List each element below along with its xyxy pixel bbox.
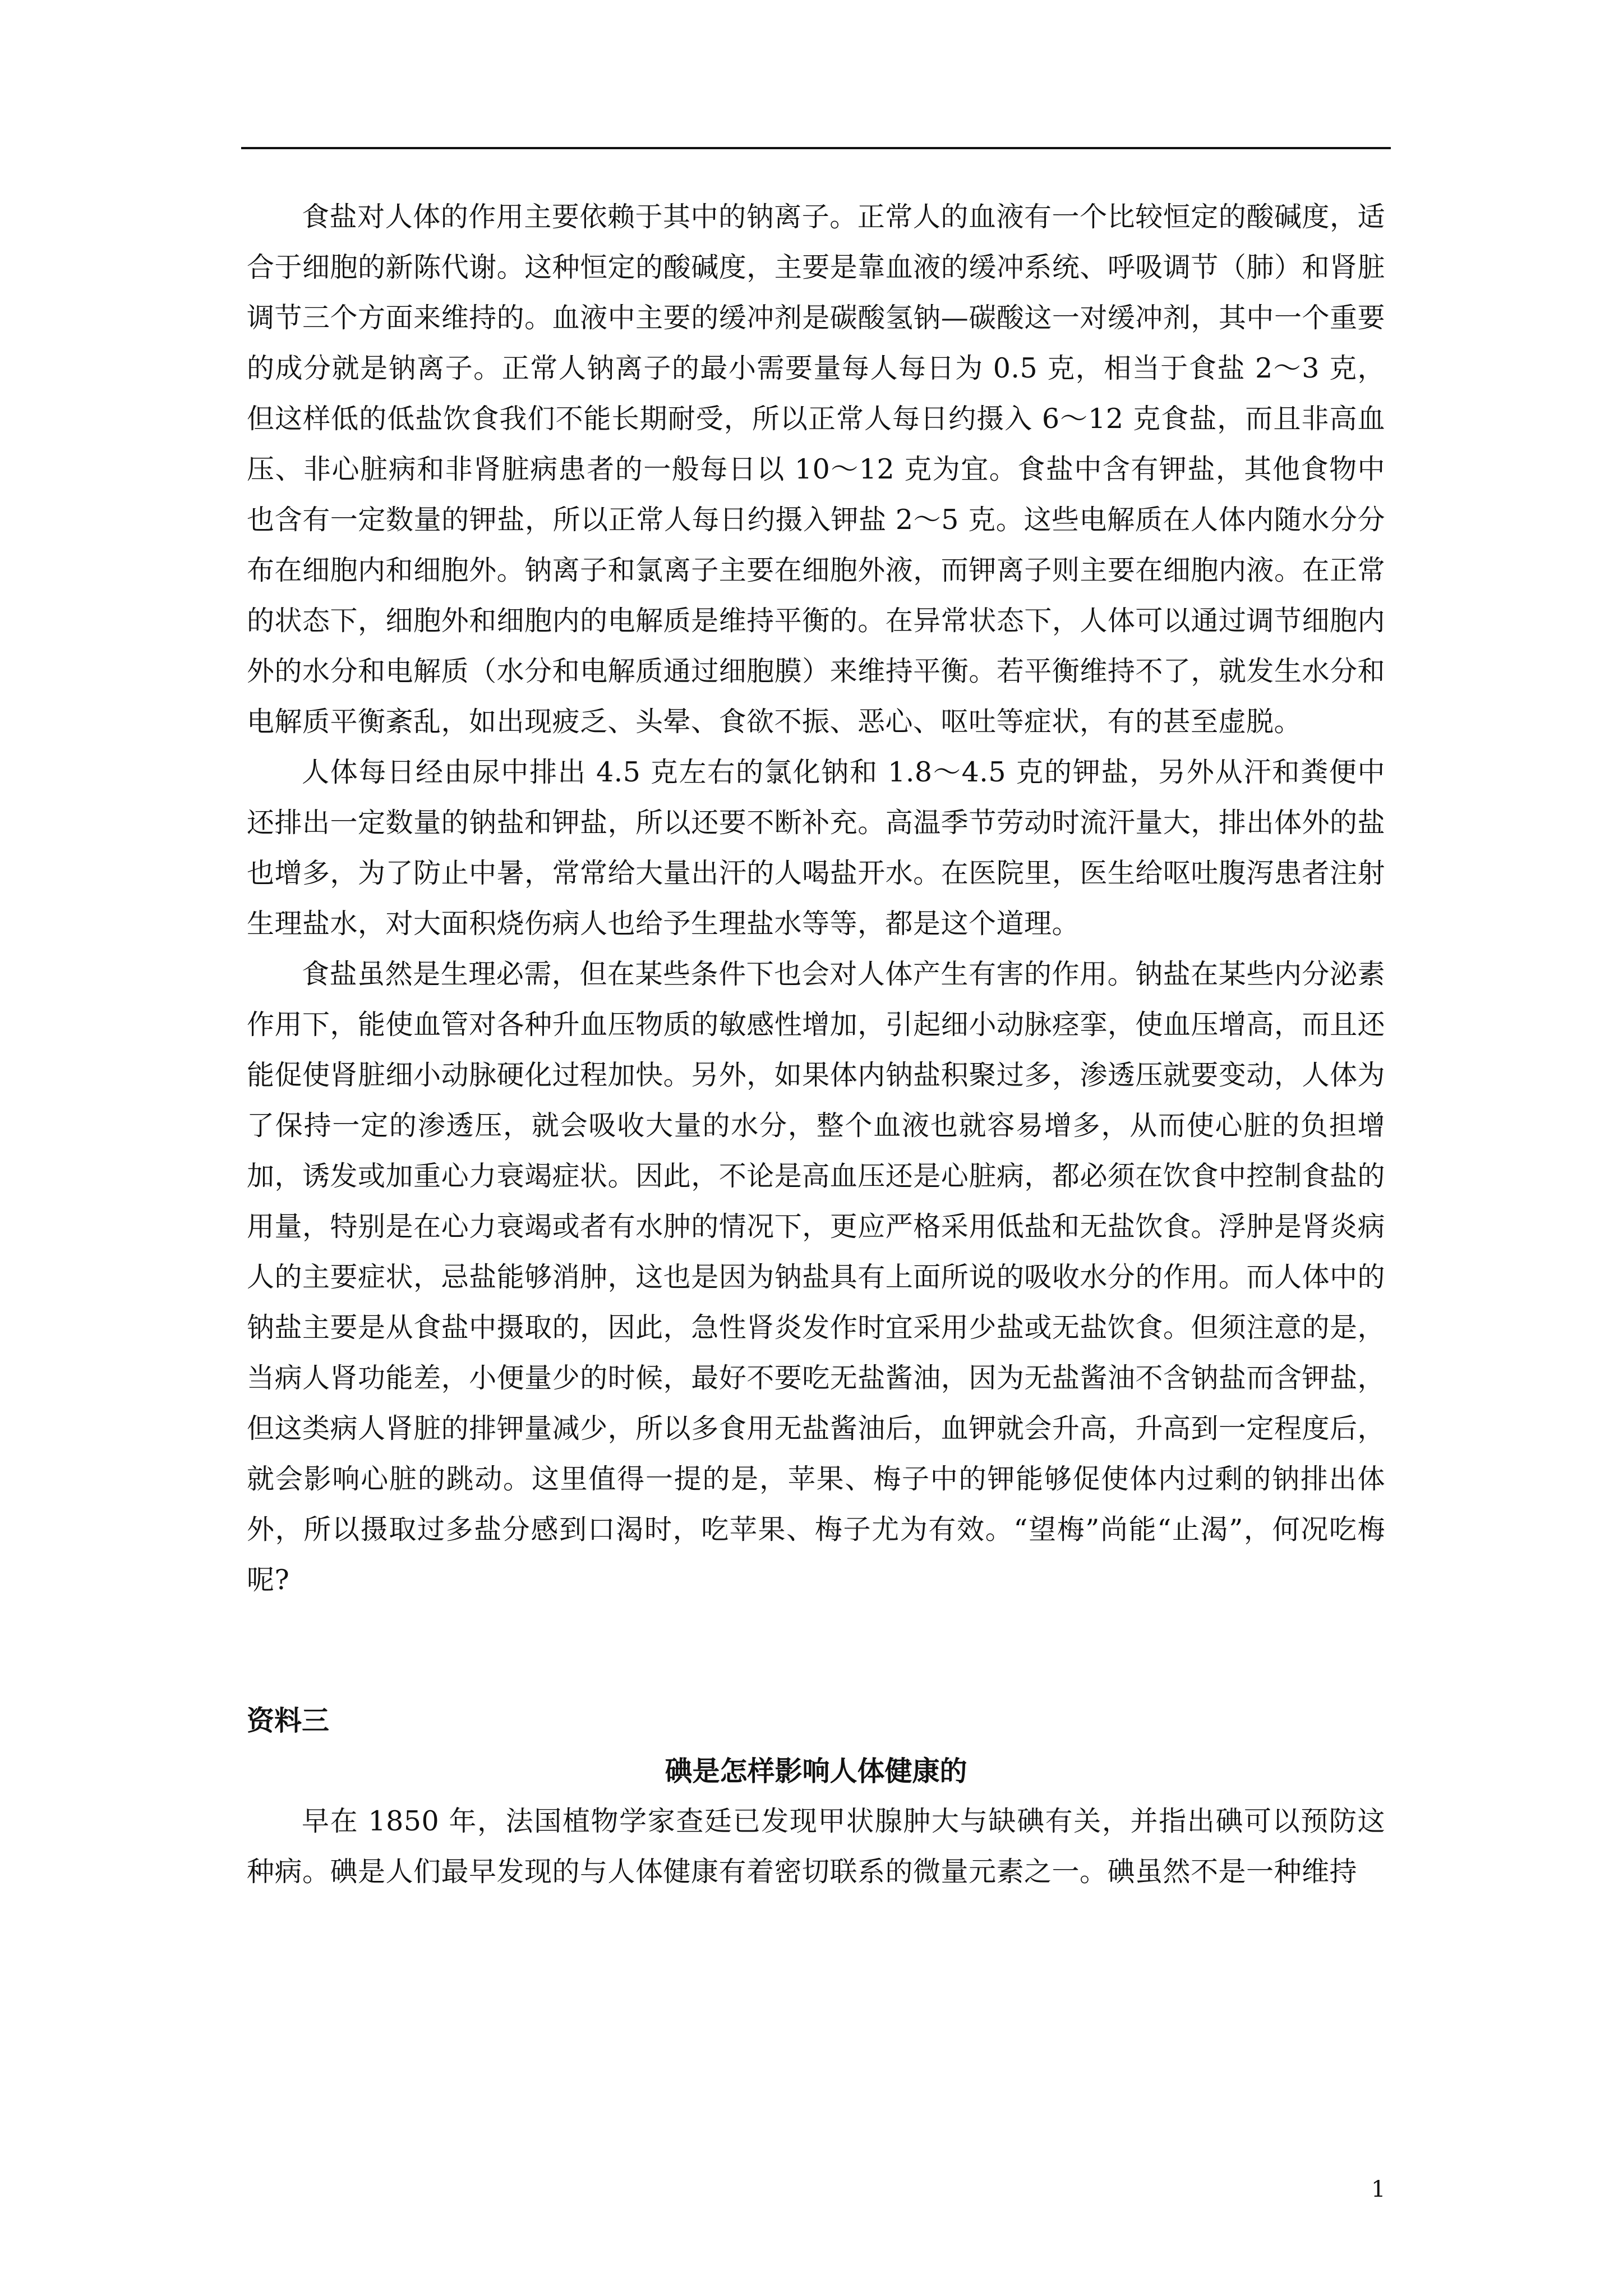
- page-body: [247, 192, 1385, 1897]
- paragraph-sodium-function: 食盐对人体的作用主要依赖于其中的钠离子。正常人的血液有一个比较恒定的酸碱度，适合于细胞的新陈代谢。这种恒定的酸碱度，主要是靠血液的缓冲系统、呼吸调节（肺）和肾脏调节三个方面来维持的。血液中主要的缓冲剂是碳酸氢钠—碳酸这一对缓冲剂，其中一个重要的成分就是钠离子。正常人钠离子的最小需要量每人每日为 0.5 克，相当于食盐 2～3 克，但这样低的低盐饮食我们不能长期耐受，所以正常人每日约摄入 6～12 克食盐，而且非高血压、非心脏病和非肾脏病患者的一般每日以 10～12 克为宜。食盐中含有钾盐，其他食物中也含有一定数量的钾盐，所以正常人每日约摄入钾盐 2～5 克。这些电解质在人体内随水分分布在细胞内和细胞外。钠离子和氯离子主要在细胞外液，而钾离子则主要在细胞内液。在正常的状态下，细胞外和细胞内的电解质是维持平衡的。在异常状态下，人体可以通过调节细胞内外的水分和电解质（水分和电解质通过细胞膜）来维持平衡。若平衡维持不了，就发生水分和电解质平衡紊乱，如出现疲乏、头晕、食欲不振、恶心、呕吐等症状，有的甚至虚脱。: [247, 201, 1385, 738]
- article-title: 碘是怎样影响人体健康的: [665, 1755, 967, 1787]
- paragraph-sodium-harm: 食盐虽然是生理必需，但在某些条件下也会对人体产生有害的作用。钠盐在某些内分泌素作用下，能使血管对各种升血压物质的敏感性增加，引起细小动脉痉挛，使血压增高，而且还能促使肾脏细小动脉硬化过程加快。另外，如果体内钠盐积聚过多，渗透压就要变动，人体为了保持一定的渗透压，就会吸收大量的水分，整个血液也就容易增多，从而使心脏的负担增加，诱发或加重心力衰竭症状。因此，不论是高血压还是心脏病，都必须在饮食中控制食盐的用量，特别是在心力衰竭或者有水肿的情况下，更应严格采用低盐和无盐饮食。浮肿是肾炎病人的主要症状，忌盐能够消肿，这也是因为钠盐具有上面所说的吸收水分的作用。而人体中的钠盐主要是从食盐中摄取的，因此，急性肾炎发作时宜采用少盐或无盐饮食。但须注意的是，当病人肾功能差，小便量少的时候，最好不要吃无盐酱油，因为无盐酱油不含钠盐而含钾盐，但这类病人肾脏的排钾量减少，所以多食用无盐酱油后，血钾就会升高，升高到一定程度后，就会影响心脏的跳动。这里值得一提的是，苹果、梅子中的钾能够促使体内过剩的钠排出体外，所以摄取过多盐分感到口渴时，吃苹果、梅子尤为有效。“望梅”尚能“止渴”，何况吃梅呢?: [247, 958, 1385, 1596]
- header-rule: [241, 147, 1391, 149]
- page-number: 1: [1371, 2177, 1386, 2202]
- paragraph-iodine-intro: 早在 1850 年，法国植物学家查廷已发现甲状腺肿大与缺碘有关，并指出碘可以预防这种病。碘是人们最早发现的与人体健康有着密切联系的微量元素之一。碘虽然不是一种维持: [247, 1805, 1385, 1888]
- section-label: 资料三: [247, 1704, 330, 1737]
- paragraph-sodium-excretion: 人体每日经由尿中排出 4.5 克左右的氯化钠和 1.8～4.5 克的钾盐，另外从汗和粪便中还排出一定数量的钠盐和钾盐，所以还要不断补充。高温季节劳动时流汗量大，排出体外的盐也增多，为了防止中暑，常常给大量出汗的人喝盐开水。在医院里，医生给呕吐腹泻患者注射生理盐水，对大面积烧伤病人也给予生理盐水等等，都是这个道理。: [247, 756, 1385, 940]
